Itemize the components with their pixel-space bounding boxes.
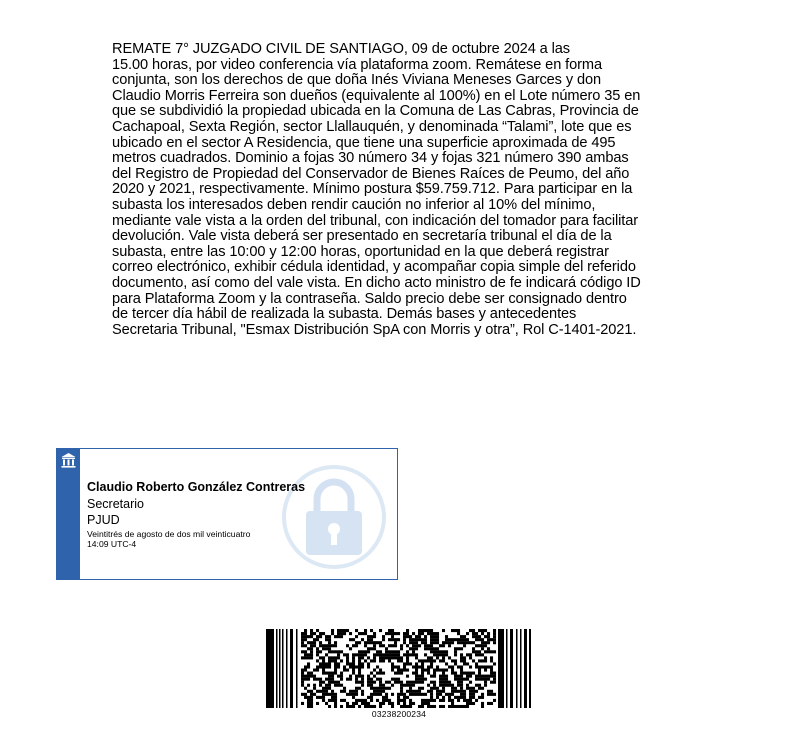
notice-line: Claudio Morris Ferreira son dueños (equivalente al 100%) en el Lote número 35 en [112,87,641,104]
signer-role: Secretario [87,497,144,511]
notice-line: metros cuadrados. Dominio a fojas 30 número 34 y fojas 321 número 390 ambas [112,150,629,167]
padlock-icon [279,451,389,577]
signature-date: Veintitrés de agosto de dos mil veinticuatro [87,529,251,539]
signature-time: 14:09 UTC-4 [87,538,137,549]
notice-line: subasta, entre las 10:00 y 12:00 horas, oportunidad en la que deberá registrar [112,243,609,260]
notice-line: que se subdividió la propiedad ubicada en la Comuna de Las Cabras, Provincia de [112,103,639,120]
signer-organization: PJUD [87,513,120,527]
auction-notice [112,42,692,338]
notice-line: devolución. Vale vista deberá ser presentado en secretaría tribunal el día de la [112,228,612,245]
barcode-image [266,629,532,708]
barcode-number: 03238200234 [371,709,427,719]
notice-line: Secretaria Tribunal, "Esmax Distribución SpA con Morris y otra”, Rol C-1401-2021. [112,321,637,338]
notice-line: mediante vale vista a la orden del tribunal, con indicación del tomador para facilitar [112,212,638,229]
notice-line: correo electrónico, exhibir cédula identidad, y acompañar copia simple del referido [112,259,636,276]
notice-line: documento, así como del vale vista. En dicho acto ministro de fe indicará código ID [112,274,641,291]
notice-line: 2020 y 2021, respectivamente. Mínimo postura $59.759.712. Para participar en la [112,181,633,198]
notice-line: REMATE 7° JUZGADO CIVIL DE SANTIAGO, 09 de octubre 2024 a las [112,41,570,57]
digital-signature-stamp [56,448,398,580]
notice-line: del Registro de Propiedad del Conservador de Bienes Raíces de Peumo, del año [112,165,630,182]
signature-accent-strip [57,449,80,579]
notice-line: de tercer día hábil de realizada la subasta. Demás bases y antecedentes [112,306,577,323]
signer-name: Claudio Roberto González Contreras [87,480,306,494]
notice-line: ubicado en el sector A Residencia, que tiene una superficie aproximada de 495 [112,134,616,151]
notice-line: subasta los interesados deben rendir caución no inferior al 10% del mínimo, [112,196,596,213]
signature-timestamp [87,530,347,549]
courthouse-icon [60,452,77,469]
notice-line: Cachapoal, Sexta Región, sector Llallauquén, y denominada “Talami”, lote que es [112,118,632,135]
notice-line: para Plataforma Zoom y la contraseña. Saldo precio debe ser consignado dentro [112,290,627,307]
notice-line: 15.00 horas, por video conferencia vía plataforma zoom. Remátese en forma [112,56,602,73]
notice-line: conjunta, son los derechos de que doña Inés Viviana Meneses Garces y don [112,72,602,89]
